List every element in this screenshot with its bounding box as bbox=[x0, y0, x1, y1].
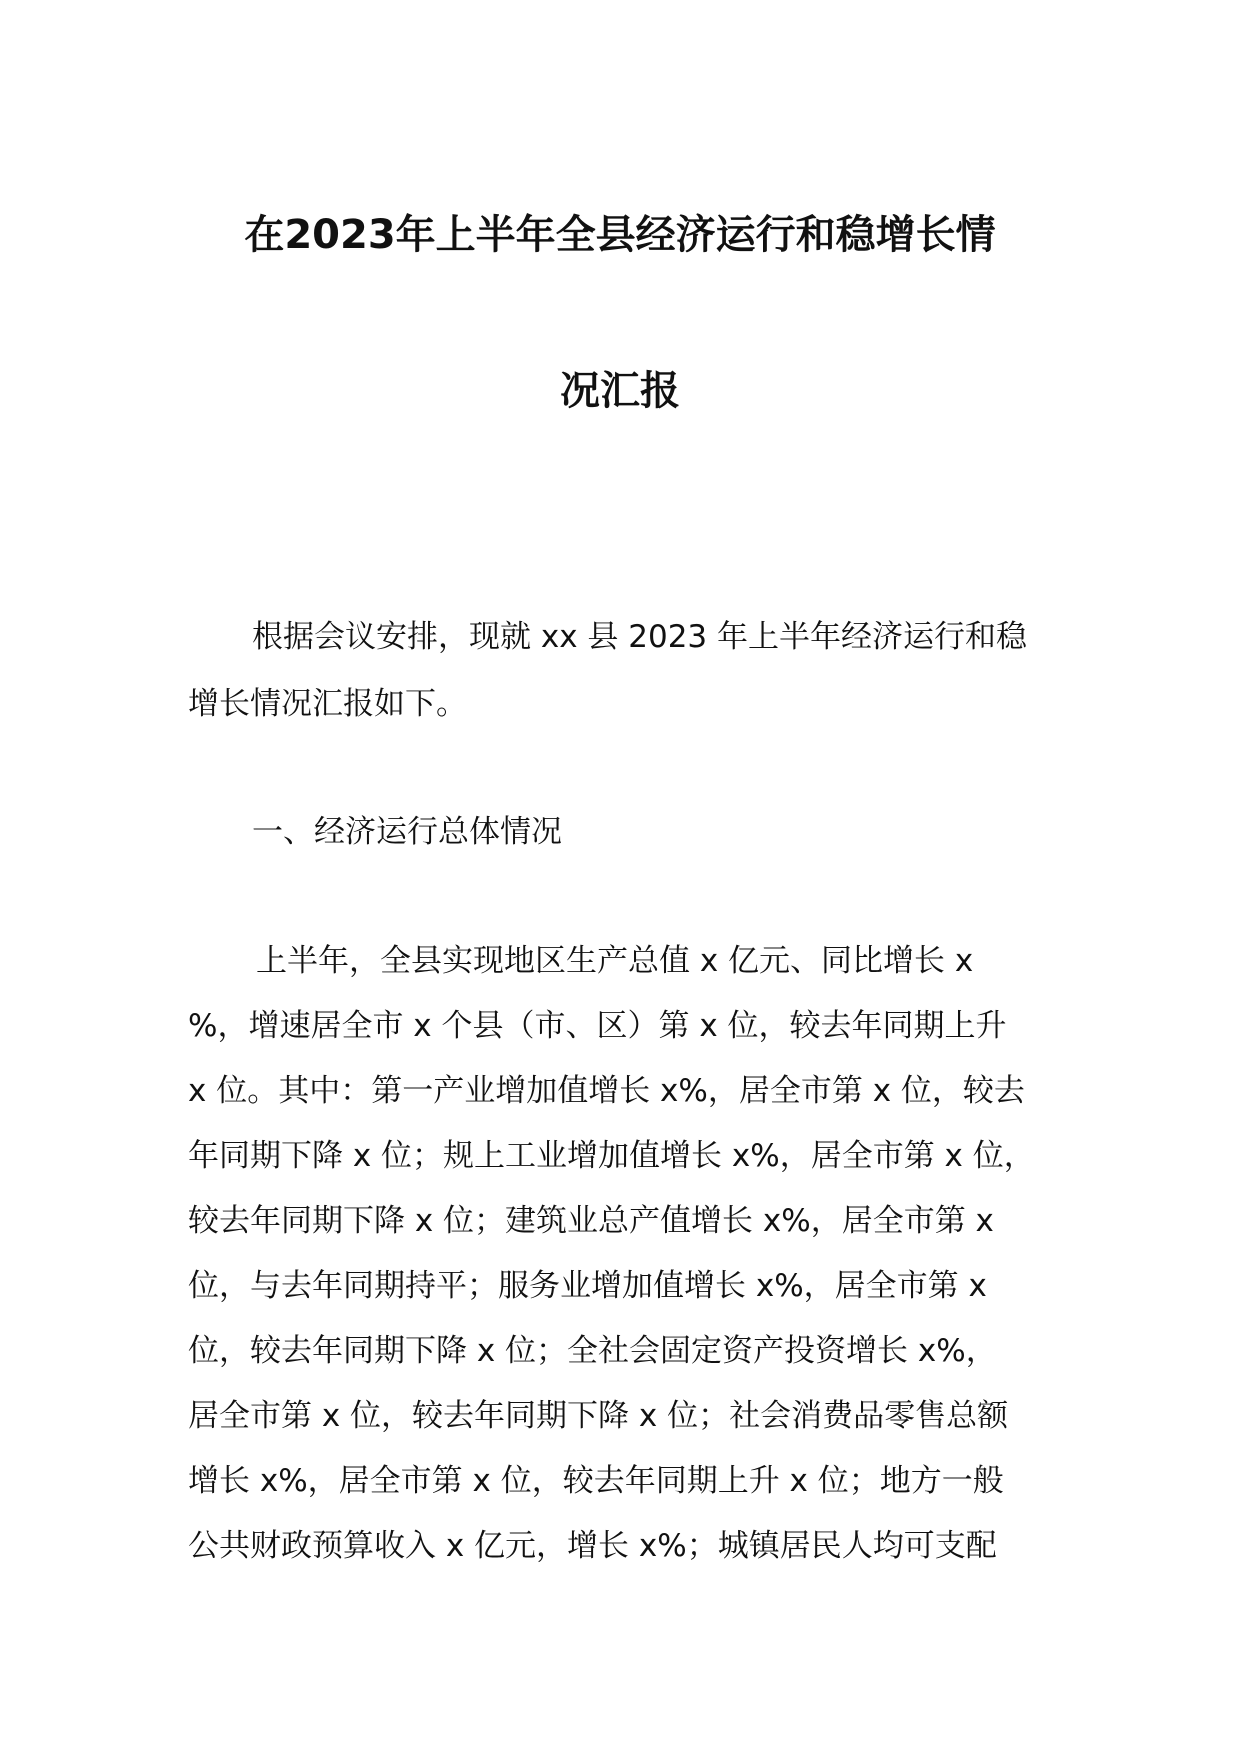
paragraph-line: 较去年同期下降 x 位；建筑业总产值增长 x%，居全市第 x bbox=[188, 1203, 994, 1239]
paragraph-line: x 位。其中：第一产业增加值增长 x%，居全市第 x 位，较去 bbox=[188, 1073, 1025, 1109]
paragraph-line: %，增速居全市 x 个县（市、区）第 x 位，较去年同期上升 bbox=[188, 1008, 1007, 1044]
section-heading: 一、经济运行总体情况 bbox=[252, 814, 562, 850]
paragraph-line: 上半年，全县实现地区生产总值 x 亿元、同比增长 x bbox=[256, 943, 974, 979]
intro-line-2: 增长情况汇报如下。 bbox=[188, 686, 467, 722]
paragraph-line: 年同期下降 x 位；规上工业增加值增长 x%，居全市第 x 位， bbox=[188, 1138, 1035, 1174]
paragraph-line: 位，与去年同期持平；服务业增加值增长 x%，居全市第 x bbox=[188, 1268, 987, 1304]
paragraph-line: 公共财政预算收入 x 亿元，增长 x%；城镇居民人均可支配 bbox=[188, 1528, 997, 1564]
document-title-line-1: 在2023年上半年全县经济运行和稳增长情 bbox=[244, 212, 996, 258]
document-title-line-2: 况汇报 bbox=[560, 368, 680, 414]
intro-line-1: 根据会议安排，现就 xx 县 2023 年上半年经济运行和稳 bbox=[252, 619, 1027, 655]
paragraph-line: 居全市第 x 位，较去年同期下降 x 位；社会消费品零售总额 bbox=[188, 1398, 1009, 1434]
paragraph-line: 增长 x%，居全市第 x 位，较去年同期上升 x 位；地方一般 bbox=[188, 1463, 1004, 1499]
paragraph-line: 位，较去年同期下降 x 位；全社会固定资产投资增长 x%， bbox=[188, 1333, 997, 1369]
